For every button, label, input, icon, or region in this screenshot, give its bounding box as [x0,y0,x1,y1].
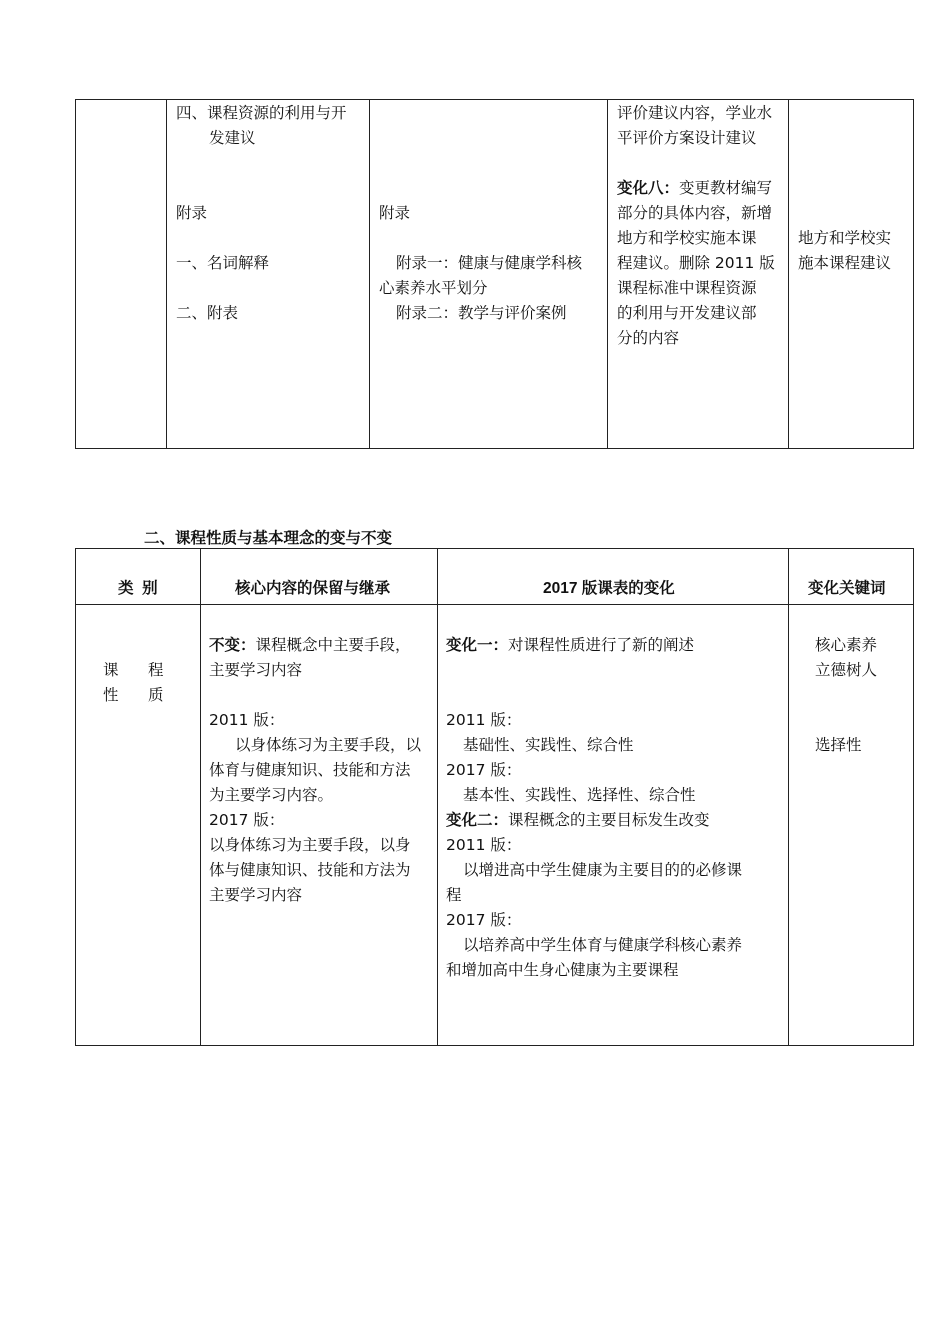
keyword: 立德树人 [815,661,878,679]
version-2017-text: 以培养高中学生体育与健康学科核心素养 [463,936,743,954]
version-2017-text: 以身体练习为主要手段，以身 [209,836,411,854]
version-2017-text: 和增加高中生身心健康为主要课程 [446,961,679,979]
category-line1: 课 程 [103,661,164,679]
version-2011-text: 以身体练习为主要手段，以 [235,736,422,754]
version-2011-text: 以增进高中学生健康为主要目的的必修课 [463,861,743,879]
version-2011-text: 程 [446,886,462,904]
table-column-divider [788,99,789,449]
change8-label: 变化八： [617,179,680,197]
change-text-line: 评价建议内容，学业水 [617,104,773,122]
change-text-line: 课程标准中课程资源 [617,279,757,297]
appendix1-line1: 附录一：健康与健康学科核 [396,254,583,272]
keyword: 选择性 [815,736,862,754]
change-text-line: 部分的具体内容，新增 [617,204,773,222]
header-keywords: 变化关键词 [808,580,886,597]
change-text-line: 程建议。删除 2011 版 [617,254,775,272]
keyword-line: 地方和学校实 [798,229,892,247]
appendix2-item: 附录二：教学与评价案例 [396,304,567,322]
table-column-divider [166,99,167,449]
resources-heading-line1: 四、课程资源的利用与开 [176,104,347,122]
header-core-content: 核心内容的保留与继承 [235,580,391,597]
table-column-divider [788,548,789,1046]
table-border-right [913,99,914,449]
category-line2: 性 质 [103,686,164,704]
version-2011-text: 体育与健康知识、技能和方法 [209,761,411,779]
table-border-right [913,548,914,1046]
version-2011-label: 2011 版： [209,711,285,729]
change2-text: 课程概念的主要目标发生改变 [508,811,710,829]
keyword-line: 施本课程建议 [798,254,892,272]
table-border-left [75,548,76,1046]
table-column-divider [437,548,438,1046]
version-2011-label: 2011 版： [446,711,522,729]
table-column-divider [200,548,201,1046]
header-category: 类 别 [118,580,158,597]
version-2017-text: 基本性、实践性、选择性、综合性 [463,786,696,804]
version-2017-label: 2017 版： [209,811,285,829]
table-column-divider [607,99,608,449]
version-2011-text: 为主要学习内容。 [209,786,334,804]
change8-text: 变更教材编写 [679,179,773,197]
unchanged-text: 课程概念中主要手段， [255,636,411,654]
unchanged-label: 不变： [209,636,256,654]
appendix-heading: 附录 [379,204,411,222]
unchanged-line [209,633,411,658]
unchanged-text-line2: 主要学习内容 [209,661,303,679]
version-2011-label: 2011 版： [446,836,522,854]
table-column-divider [369,99,370,449]
version-2017-text: 体与健康知识、技能和方法为 [209,861,411,879]
version-2017-label: 2017 版： [446,911,522,929]
table-border-left [75,99,76,449]
change1-label: 变化一： [446,636,509,654]
change-text-line: 平评价方案设计建议 [617,129,757,147]
appendix-heading: 附录 [176,204,208,222]
change8-line [617,176,772,201]
change1-line [446,633,694,658]
change-text-line: 的利用与开发建议部 [617,304,757,322]
version-2011-text: 基础性、实践性、综合性 [463,736,634,754]
change2-line [446,808,710,833]
keyword: 核心素养 [815,636,878,654]
section-heading: 二、课程性质与基本理念的变与不变 [144,529,393,547]
version-2017-text: 主要学习内容 [209,886,303,904]
resources-heading-line2: 发建议 [209,129,256,147]
header-changes-2017: 2017 版课表的变化 [543,580,675,597]
version-2017-label: 2017 版： [446,761,522,779]
change2-label: 变化二： [446,811,509,829]
change1-text: 对课程性质进行了新的阐述 [508,636,695,654]
tables-item: 二、附表 [176,304,239,322]
change-text-line: 地方和学校实施本课 [617,229,757,247]
change-text-line: 分的内容 [617,329,680,347]
glossary-item: 一、名词解释 [176,254,270,272]
appendix1-line2: 心素养水平划分 [379,279,488,297]
